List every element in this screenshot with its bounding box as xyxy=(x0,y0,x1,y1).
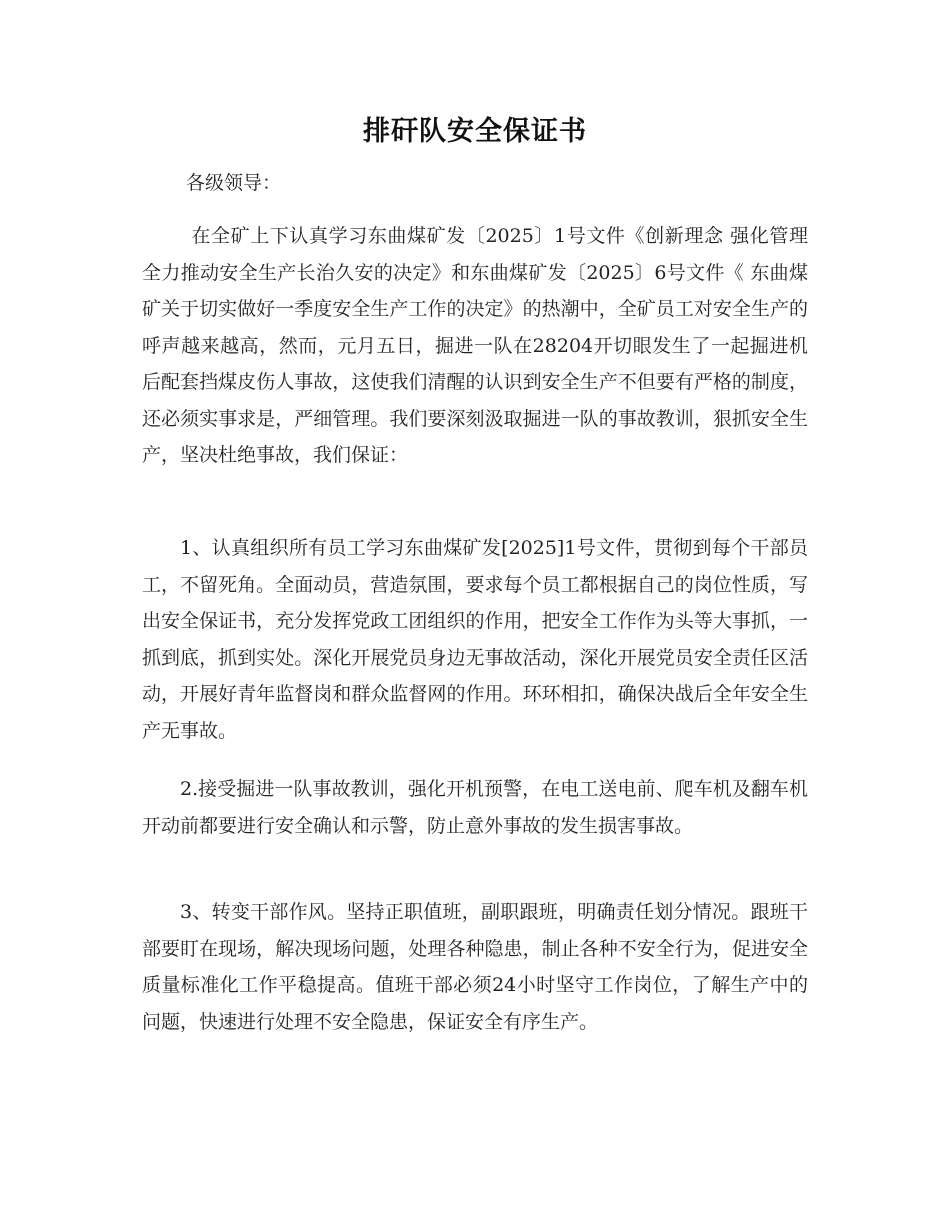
paragraph-item-3: 3、转变干部作风。坚持正职值班，副职跟班，明确责任划分情况。跟班干部要盯在现场，解决现场问题，处理各种隐患，制止各种不安全行为，促进安全质量标准化工作平稳提高。值班干部必须24小时坚守工作岗位，了解生产中的问题，快速进行处理不安全隐患，保证安全有序生产。 xyxy=(142,901,808,1033)
salutation: 各级领导： xyxy=(186,172,282,194)
paragraph-item-2: 2.接受掘进一队事故教训，强化开机预警，在电工送电前、爬车机及翻车机开动前都要进行安全确认和示警，防止意外事故的发生损害事故。 xyxy=(142,778,808,837)
paragraph-intro: 在全矿上下认真学习东曲煤矿发〔2025〕1号文件《创新理念 强化管理 全力推动安全生产长治久安的决定》和东曲煤矿发〔2025〕6号文件《 东曲煤矿关于切实做好一季度安全生产工作的决定》的热潮中，全矿员工对安全生产的呼声越来越高，然而，元月五日，掘进一队在28204开切眼发生了一起掘进机后配套挡煤皮伤人事故，这使我们清醒的认识到安全生产不但要有严格的制度，还必须实事求是，严细管理。我们要深刻汲取掘进一队的事故教训，狠抓安全生产，坚决杜绝事故，我们保证： xyxy=(142,225,808,466)
paragraph-item-1: 1、认真组织所有员工学习东曲煤矿发[2025]1号文件，贯彻到每个干部员工，不留死角。全面动员，营造氛围，要求每个员工都根据自己的岗位性质，写出安全保证书，充分发挥党政工团组织的作用，把安全工作作为头等大事抓，一抓到底，抓到实处。深化开展党员身边无事故活动，深化开展党员安全责任区活动，开展好青年监督岗和群众监督网的作用。环环相扣，确保决战后全年安全生产无事故。 xyxy=(142,537,808,742)
document-title: 排矸队安全保证书 xyxy=(363,116,587,147)
